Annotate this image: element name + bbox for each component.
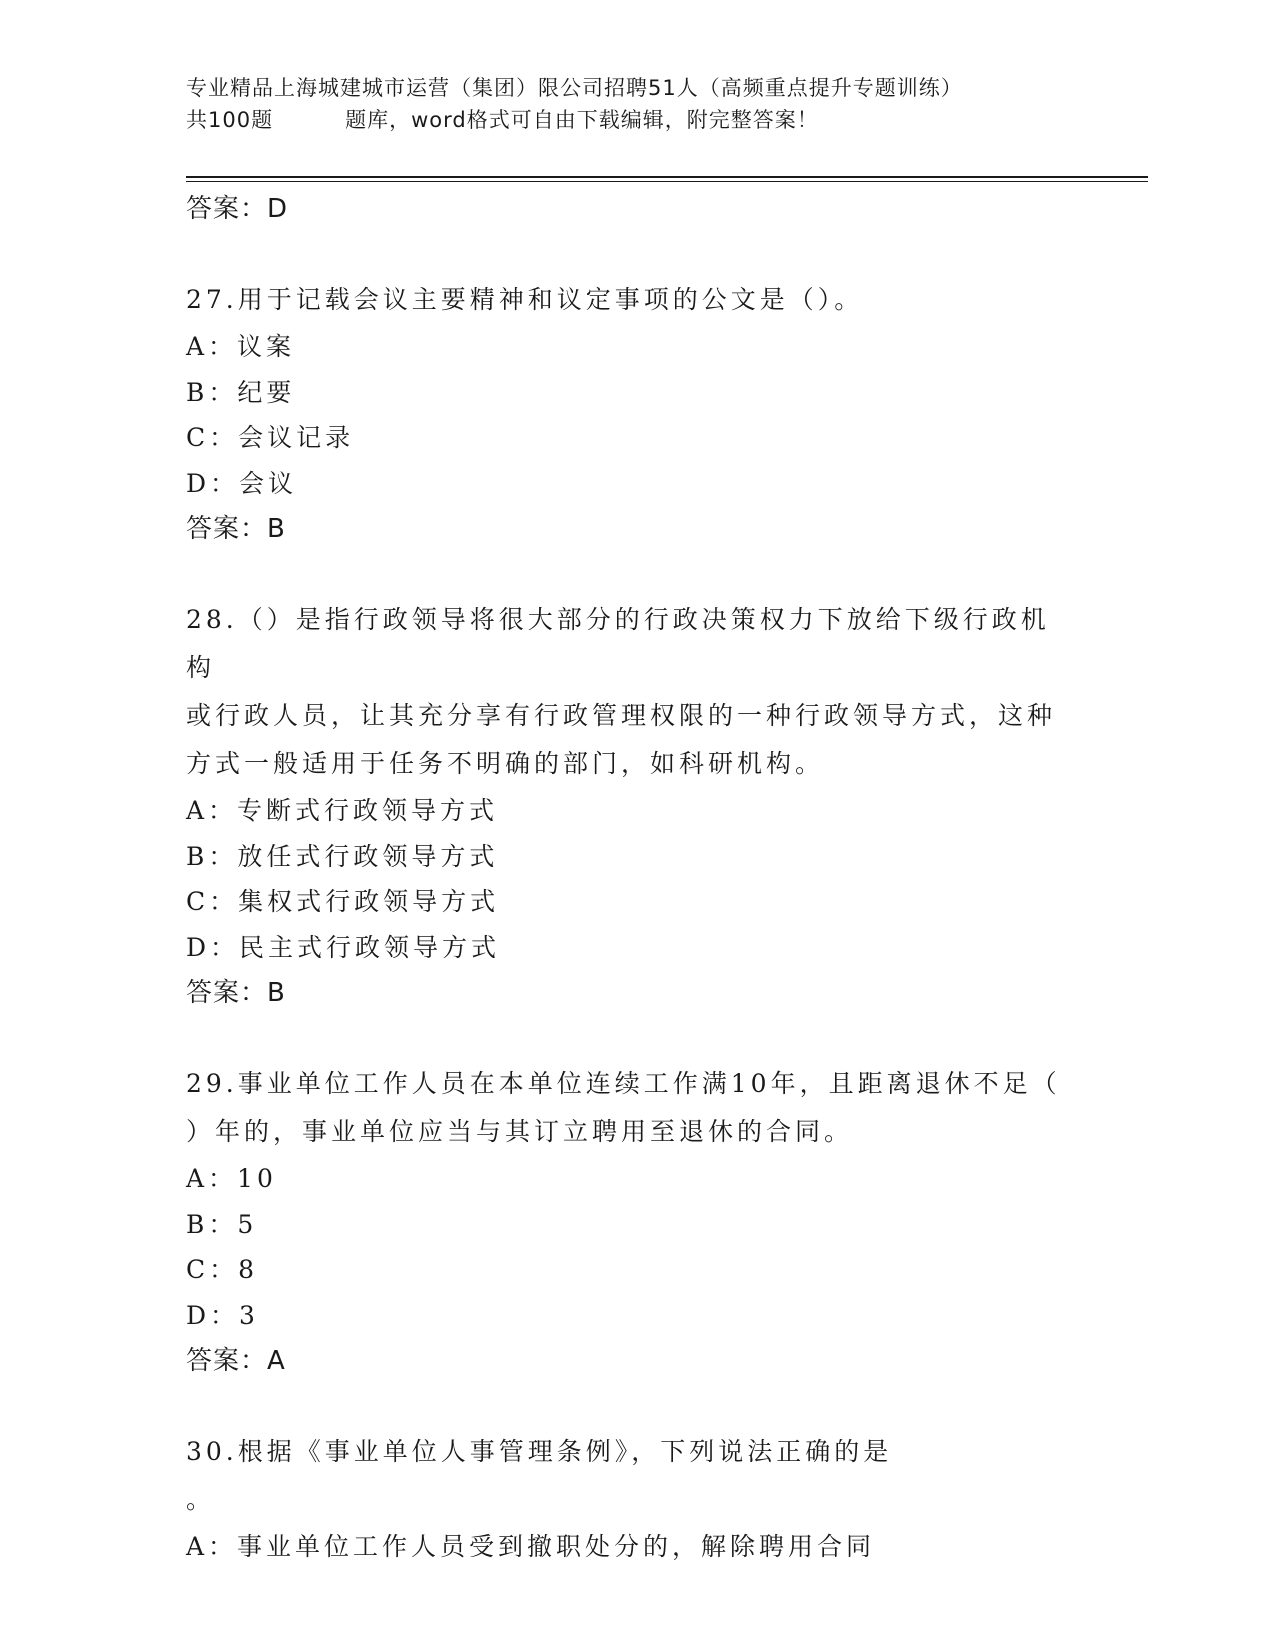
option-c: C：集权式行政领导方式: [186, 887, 500, 916]
answer-line: 答案：B: [186, 514, 286, 544]
question-stem-line: ）年的，事业单位应当与其订立聘用至退休的合同。: [186, 1117, 854, 1146]
question-list: [186, 186, 1066, 1570]
header-rule-thin: [186, 181, 1148, 182]
question-stem: 27.用于记载会议主要精神和议定事项的公文是（）。: [186, 285, 864, 314]
question-stem-end: 。: [186, 1485, 216, 1514]
option-c: C：8: [186, 1255, 259, 1284]
option-b: B：5: [186, 1209, 258, 1239]
option-d: D：民主式行政领导方式: [186, 932, 501, 962]
header-subtitle-line: [186, 104, 1086, 136]
option-d: D：3: [186, 1300, 259, 1330]
question-29: [186, 1060, 1066, 1384]
answer-line: 答案：B: [186, 978, 286, 1008]
option-a: A：10: [186, 1164, 277, 1193]
question-stem-line: 29.事业单位工作人员在本单位连续工作满10年，且距离退休不足（: [186, 1069, 1061, 1098]
answer-line: 答案：D: [186, 194, 289, 224]
question-stem-line: 方式一般适用于任务不明确的部门，如科研机构。: [186, 749, 825, 778]
option-a: A：专断式行政领导方式: [186, 796, 499, 825]
option-c: C：会议记录: [186, 423, 355, 452]
header-note: 题库，word格式可自由下载编辑，附完整答案！: [345, 108, 819, 132]
option-a: A：议案: [186, 332, 296, 361]
question-stem-line: 28.（）是指行政领导将很大部分的行政决策权力下放给下级行政机构: [186, 605, 1050, 682]
answer-line: 答案：A: [186, 1346, 286, 1376]
header-title-line: 专业精品上海城建城市运营（集团）限公司招聘51人（高频重点提升专题训练）: [186, 76, 963, 100]
question-stem-text: 30.根据《事业单位人事管理条例》，下列说法正确的是: [186, 1437, 893, 1466]
question-stem-line: 或行政人员，让其充分享有行政管理权限的一种行政领导方式，这种: [186, 701, 1057, 730]
option-b: B：放任式行政领导方式: [186, 841, 499, 871]
question-stem: [186, 1428, 1066, 1524]
question-28: [186, 596, 1066, 1016]
header-count: 共100题: [186, 108, 274, 132]
header-rule-thick: [186, 176, 1148, 178]
option-b: B：纪要: [186, 377, 296, 407]
option-a: A：事业单位工作人员受到撤职处分的，解除聘用合同: [186, 1532, 876, 1561]
page-header: [186, 72, 1086, 136]
question-30: [186, 1428, 1066, 1570]
option-d: D：会议: [186, 468, 298, 498]
question-27: [186, 276, 1066, 552]
